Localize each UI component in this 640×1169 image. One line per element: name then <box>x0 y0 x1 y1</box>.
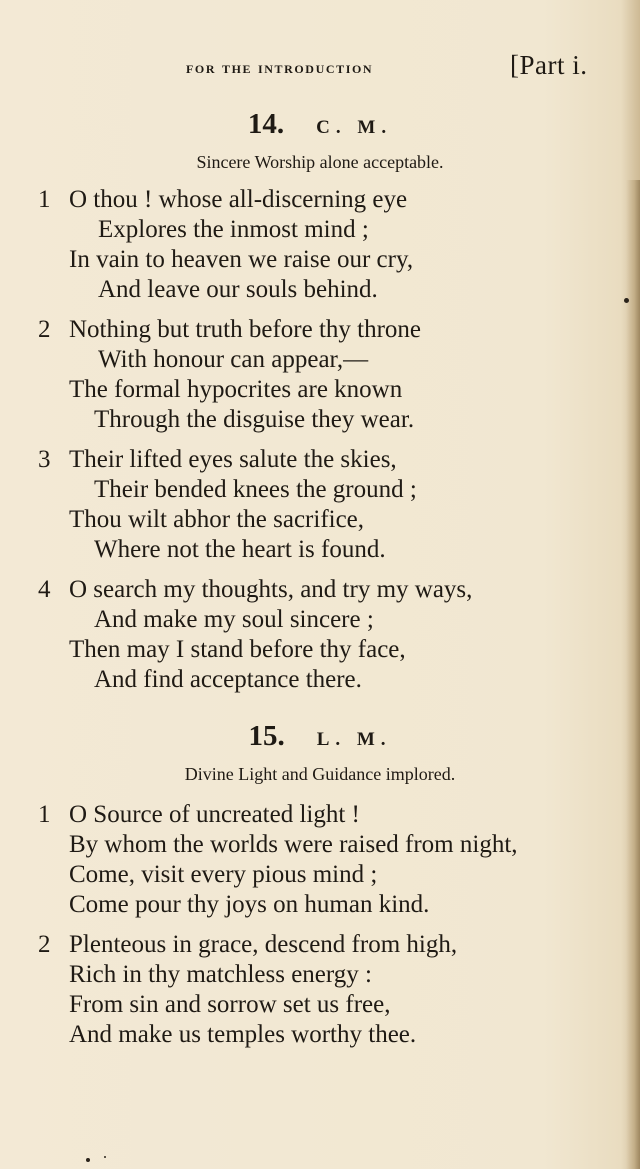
verse-line: And make my soul sincere ; <box>94 606 374 633</box>
verse-line: From sin and sorrow set us free, <box>69 991 391 1018</box>
hymn-number: 15. <box>248 720 285 752</box>
verse-line: Plenteous in grace, descend from high, <box>69 931 458 958</box>
verse-line: And leave our souls behind. <box>98 276 378 303</box>
verse-line: By whom the worlds were raised from night, <box>69 831 518 858</box>
verse-line: And make us temples worthy thee. <box>69 1021 417 1048</box>
running-header <box>0 50 640 84</box>
hymn-number: 14. <box>247 108 285 140</box>
page-edge-shadow <box>626 180 640 1169</box>
verse-number: 3 <box>38 446 51 473</box>
verse-line: Come, visit every pious mind ; <box>69 861 378 888</box>
verse-number: 4 <box>38 576 51 603</box>
verse-line: Explores the inmost mind ; <box>98 216 369 243</box>
hymn-15-subtitle: Divine Light and Guidance implored. <box>184 764 456 784</box>
verse-line: Then may I stand before thy face, <box>69 636 406 663</box>
verse-line: O search my thoughts, and try my ways, <box>69 576 473 603</box>
hymn-14-heading <box>0 108 640 141</box>
verse-number: 2 <box>38 316 51 343</box>
verse-line: O thou ! whose all-discerning eye <box>69 186 408 213</box>
verse-line: Nothing but truth before thy throne <box>69 316 422 343</box>
running-title: for the introduction <box>186 58 374 77</box>
verse-line: Through the disguise they wear. <box>94 406 415 433</box>
verse-number: 1 <box>38 186 51 213</box>
ink-speck <box>104 1156 106 1158</box>
verse-line: Their bended knees the ground ; <box>94 476 417 503</box>
verse-line: O Source of uncreated light ! <box>69 801 360 828</box>
hymn-14-subtitle: Sincere Worship alone acceptable. <box>196 152 444 172</box>
part-label: [Part i. <box>510 50 588 80</box>
ink-speck <box>624 298 629 303</box>
verse-line: And find acceptance there. <box>94 666 362 693</box>
hymn-meter: C. M. <box>316 117 393 138</box>
hymn-meter: L. M. <box>316 729 392 750</box>
verse-line: Come pour thy joys on human kind. <box>69 891 430 918</box>
ink-speck <box>86 1158 90 1162</box>
verse-line: Rich in thy matchless energy : <box>69 961 372 988</box>
verse-number: 1 <box>38 801 51 828</box>
verse-line: In vain to heaven we raise our cry, <box>69 246 414 273</box>
verse-line: With honour can appear,— <box>98 346 369 373</box>
verse-line: Where not the heart is found. <box>94 536 386 563</box>
verse-line: The formal hypocrites are known <box>69 376 403 403</box>
hymn-15-heading <box>0 720 640 753</box>
verse-number: 2 <box>38 931 51 958</box>
verse-line: Their lifted eyes salute the skies, <box>69 446 397 473</box>
verse-line: Thou wilt abhor the sacrifice, <box>69 506 365 533</box>
